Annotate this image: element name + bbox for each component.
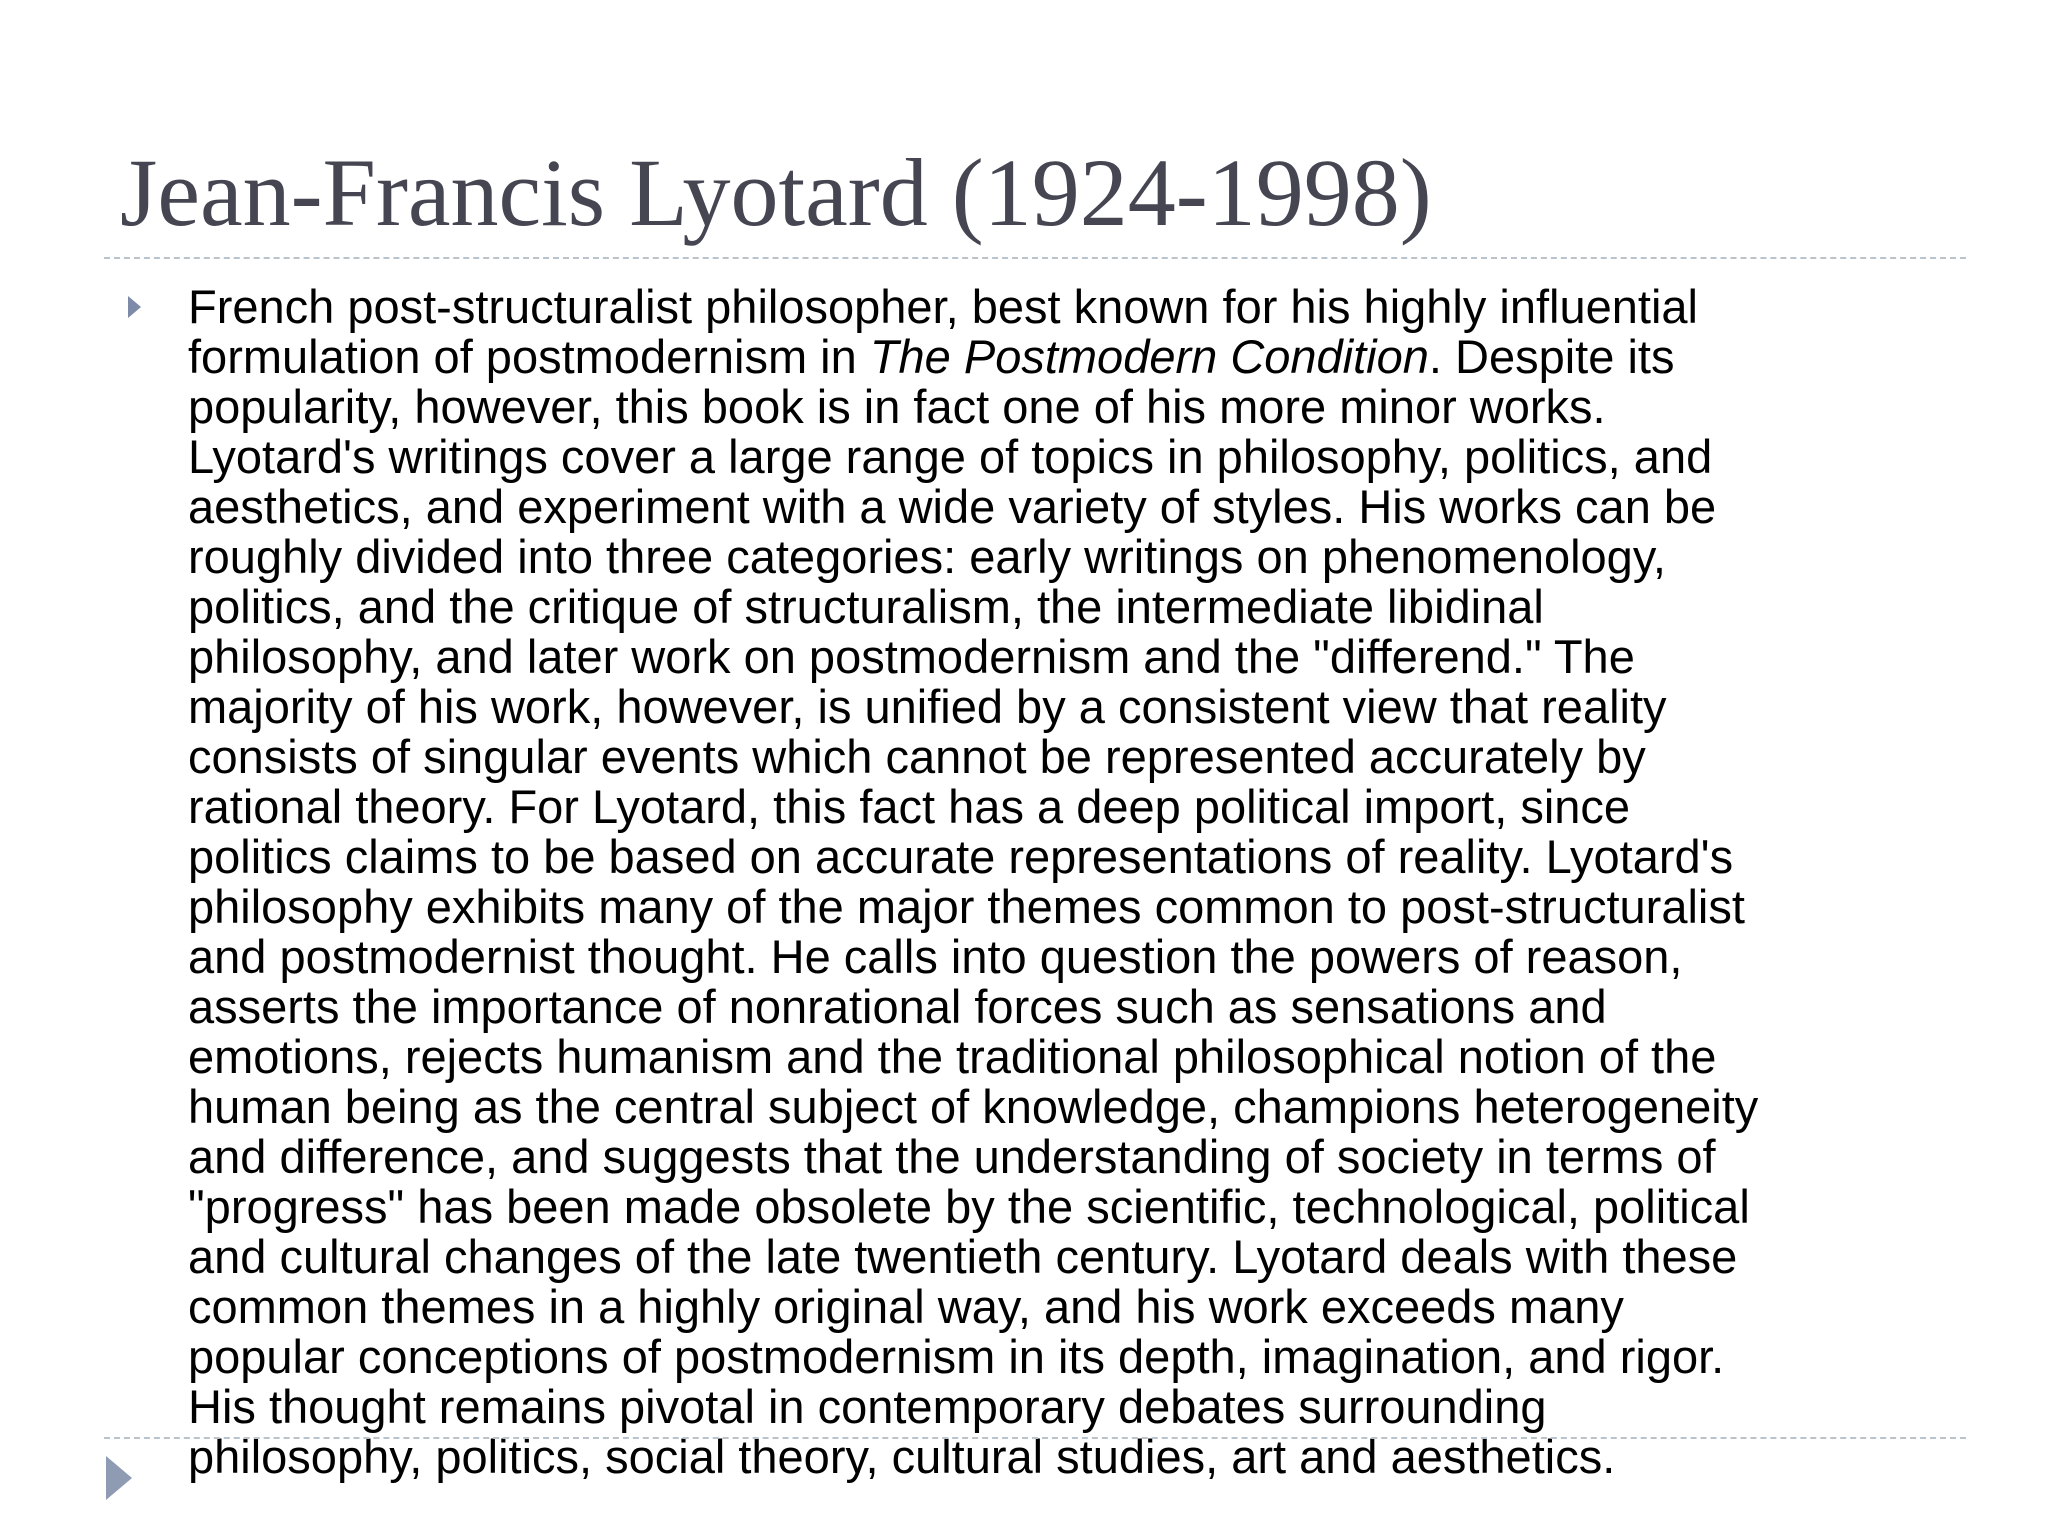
triangle-bullet-icon <box>128 296 141 318</box>
bullet-line: roughly divided into three categories: early writings on phenomenology, <box>188 530 1666 583</box>
slide-title: Jean-Francis Lyotard (1924-1998) <box>120 139 1432 246</box>
title-divider <box>104 257 1966 259</box>
book-title: The Postmodern Condition <box>869 330 1429 383</box>
bullet-line: popularity, however, this book is in fact one of his more minor works. <box>188 380 1606 433</box>
bullet-line: philosophy exhibits many of the major themes common to post-structuralist <box>188 880 1745 933</box>
bullet-line: emotions, rejects humanism and the traditional philosophical notion of the <box>188 1030 1717 1083</box>
bullet-line: majority of his work, however, is unified by a consistent view that reality <box>188 680 1667 733</box>
bullet-line: and postmodernist thought. He calls into question the powers of reason, <box>188 930 1683 983</box>
bullet-line: politics claims to be based on accurate representations of reality. Lyotard's <box>188 830 1734 883</box>
bullet-line: popular conceptions of postmodernism in its depth, imagination, and rigor. <box>188 1330 1725 1383</box>
bullet-line: politics, and the critique of structuralism, the intermediate libidinal <box>188 580 1544 633</box>
bullet-line: aesthetics, and experiment with a wide variety of styles. His works can be <box>188 480 1717 533</box>
bullet-line-text: . Despite its <box>1428 330 1675 383</box>
bullet-line-with-book-title <box>188 332 1918 382</box>
play-arrow-icon[interactable] <box>106 1456 132 1500</box>
bullet-line: philosophy, politics, social theory, cultural studies, art and aesthetics. <box>188 1430 1616 1483</box>
bullet-line: Lyotard's writings cover a large range of topics in philosophy, politics, and <box>188 430 1713 483</box>
bullet-line: and difference, and suggests that the understanding of society in terms of <box>188 1130 1716 1183</box>
bullet-paragraph <box>188 282 1918 1482</box>
bullet-line: and cultural changes of the late twentieth century. Lyotard deals with these <box>188 1230 1738 1283</box>
bullet-line: "progress" has been made obsolete by the scientific, technological, political <box>188 1180 1750 1233</box>
bullet-line: rational theory. For Lyotard, this fact has a deep political import, since <box>188 780 1631 833</box>
bullet-line: human being as the central subject of knowledge, champions heterogeneity <box>188 1080 1759 1133</box>
footer-divider <box>104 1437 1966 1439</box>
bullet-line: philosophy, and later work on postmodernism and the "differend." The <box>188 630 1635 683</box>
bullet-line: His thought remains pivotal in contemporary debates surrounding <box>188 1380 1547 1433</box>
bullet-line: French post-structuralist philosopher, best known for his highly influential <box>188 280 1698 333</box>
bullet-line: common themes in a highly original way, and his work exceeds many <box>188 1280 1624 1333</box>
bullet-line: asserts the importance of nonrational forces such as sensations and <box>188 980 1607 1033</box>
bullet-line: consists of singular events which cannot be represented accurately by <box>188 730 1646 783</box>
bullet-line-text: formulation of postmodernism in <box>188 330 870 383</box>
